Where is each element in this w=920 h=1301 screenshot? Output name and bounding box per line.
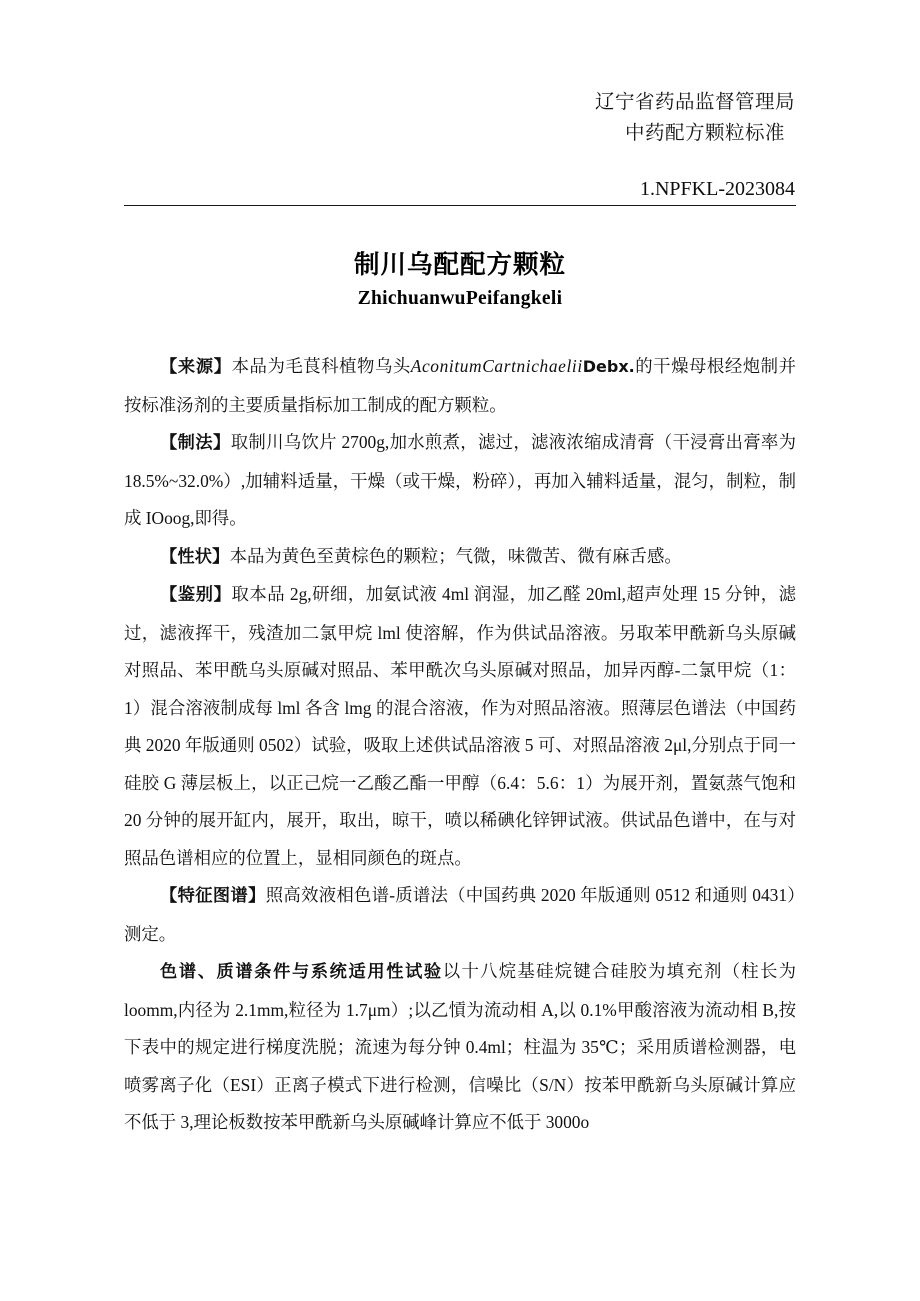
section-properties-label: 【性状】 <box>160 546 230 567</box>
section-conditions-label: 色谱、质谱条件与系统适用性试验 <box>160 962 443 982</box>
section-source-text-after: 的干燥母根经炮制并按标准汤剂的主要质量指标加工制成的配方颗粒。 <box>124 356 796 415</box>
section-source-text-before: 本品为毛茛科植物乌头 <box>231 356 411 376</box>
section-preparation-label: 【制法】 <box>160 433 231 453</box>
section-identification <box>124 576 796 877</box>
section-properties-text: 本品为黄色至黄棕色的颗粒；气微，味微苦、微有麻舌感。 <box>229 545 682 566</box>
header-divider <box>124 205 796 206</box>
document-body <box>124 348 796 1142</box>
section-characteristic-chromatogram-text: 照高效液相色谱-质谱法（中国药典 2020 年版通则 0512 和通则 0431）测定。 <box>124 885 796 944</box>
section-source <box>124 348 796 424</box>
section-characteristic-chromatogram <box>124 877 796 953</box>
page-title: 制川乌配配方颗粒 <box>353 250 566 281</box>
section-preparation-text: 取制川乌饮片 2700g,加水煎煮，滤过，滤液浓缩成清膏（干浸膏出膏率为 18.5%~32.0%）,加辅料适量，干燥（或干燥，粉碎），再加入辅料适量，混匀，制粒，制成 IOoog,即得。 <box>124 432 796 528</box>
section-source-label: 【来源】 <box>160 357 232 377</box>
section-properties <box>124 538 796 577</box>
masthead-line-2: 中药配方颗粒标准 <box>624 121 785 144</box>
section-conditions <box>124 953 796 1142</box>
masthead-line-1: 辽宁省药品监督管理局 <box>594 90 795 113</box>
section-preparation <box>124 424 796 538</box>
section-identification-label: 【鉴别】 <box>160 585 232 605</box>
document-number: 1.NPFKL-2023084 <box>639 178 795 200</box>
section-conditions-text: 以十八烷基硅烷键合硅胶为填充剂（柱长为 loomm,内径为 2.1mm,粒径为 1.7μm）;以乙愩为流动相 A,以 0.1%甲酸溶液为流动相 B,按下表中的规定进行梯度洗脱；流速为每分钟 0.4ml；柱温为 35℃；采用质谱检测器，电喷雾离子化（ESI）正离子模式下进行检测，信噪比（S/N）按苯甲酰新乌头原碱计算应不低于 3,理论板数按苯甲酰新乌头原碱峰计算应不低于 3000o <box>124 961 796 1132</box>
masthead <box>124 86 795 148</box>
section-identification-text: 取本品 2g,研细，加氨试液 4ml 润湿，加乙醛 20ml,超声处理 15 分钟，滤过，滤液挥干，残渣加二氯甲烷 lml 使溶解，作为供试品溶液。另取苯甲酰新乌头原碱对照品、苯甲酰乌头原碱对照品、苯甲酰次乌头原碱对照品，加异丙醇-二氯甲烷（1：1）混合溶液制成每 lml 各含 lmg 的混合溶液，作为对照品溶液。照薄层色谱法（中国药典 2020 年版通则 0502）试验，吸取上述供试品溶液 5 可、对照品溶液 2μl,分别点于同一硅胶 G 薄层板上，以正己烷一乙酸乙酯一甲醇（6.4：5.6：1）为展开剂，置氨蒸气饱和 20 分钟的展开缸内，展开，取出，晾干，喷以稀碘化锌钾试液。供试品色谱中，在与对照品色谱相应的位置上，显相同颜色的斑点。 <box>124 584 796 868</box>
naming-authority: Debx. <box>582 357 635 376</box>
scientific-name: AconitumCartnichaelii <box>410 356 583 376</box>
section-characteristic-chromatogram-label: 【特征图谱】 <box>160 886 266 906</box>
page-subtitle-pinyin: ZhichuanwuPeifangkeli <box>357 288 563 309</box>
